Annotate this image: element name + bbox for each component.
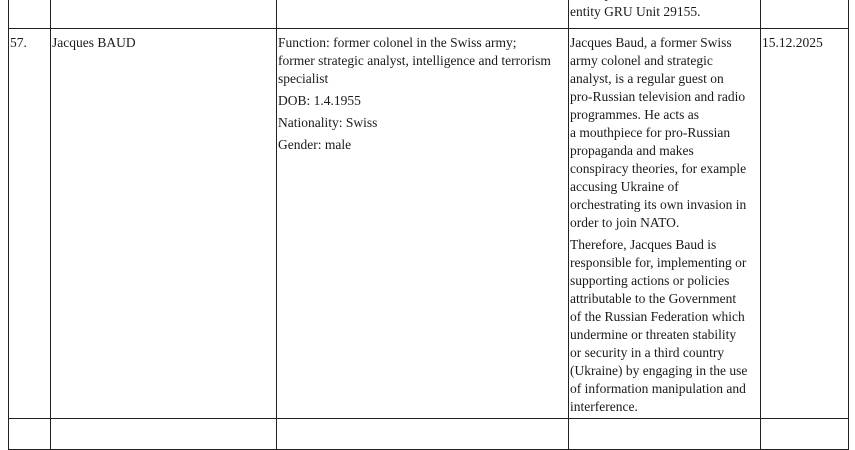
reasons-line: undermine or threaten stability — [570, 327, 737, 342]
table-row-next — [9, 419, 849, 450]
reasons-line: propaganda and makes — [570, 143, 694, 158]
reasons-line: conspiracy theories, for example — [570, 161, 747, 176]
entry-number-cell — [9, 29, 51, 419]
nationality-paragraph — [278, 114, 568, 132]
table-row-entry-57 — [9, 29, 849, 419]
reasons-line: a mouthpiece for pro-Russian — [570, 125, 731, 140]
entry-date-cell — [761, 29, 849, 419]
entry-number: 57. — [10, 35, 27, 50]
prev-reasons-cell — [569, 0, 761, 29]
next-reasons-cell — [569, 419, 761, 450]
reasons-line: of information manipulation and — [570, 381, 746, 396]
reasons-line: Therefore, Jacques Baud is — [570, 237, 717, 252]
next-name-cell — [51, 419, 277, 450]
reasons-line: army colonel and strategic — [570, 53, 713, 68]
reasons-line: pro-Russian television and radio — [570, 89, 746, 104]
reasons-line: (Ukraine) by engaging in the use — [570, 363, 748, 378]
entry-reasons-cell — [569, 29, 761, 419]
reasons-line: orchestrating its own invasion in — [570, 197, 747, 212]
info-line: Function: former colonel in the Swiss army; — [278, 35, 517, 50]
next-number-cell — [9, 419, 51, 450]
info-line: former strategic analyst, intelligence and terrorism — [278, 53, 551, 68]
reasons-paragraph-2 — [570, 236, 760, 416]
prev-identifying-cell — [277, 0, 569, 29]
entry-name: Jacques BAUD — [52, 35, 136, 50]
entry-identifying-info-cell — [277, 29, 569, 419]
prev-date-cell — [761, 0, 849, 29]
reasons-line: supporting actions or policies — [570, 273, 730, 288]
next-identifying-cell — [277, 419, 569, 450]
reasons-paragraph-1 — [570, 34, 760, 232]
table-row-previous — [9, 0, 849, 29]
reasons-line: interference. — [570, 399, 638, 414]
next-date-cell — [761, 419, 849, 450]
info-line: Gender: male — [278, 137, 352, 152]
dob-paragraph — [278, 92, 568, 110]
info-line: DOB: 1.4.1955 — [278, 93, 361, 108]
info-line: Nationality: Swiss — [278, 115, 378, 130]
reasons-line: attributable to the Government — [570, 291, 737, 306]
prev-number-cell — [9, 0, 51, 29]
reasons-line: order to join NATO. — [570, 215, 680, 230]
reasons-line: analyst, is a regular guest on — [570, 71, 724, 86]
entry-name-cell — [51, 29, 277, 419]
function-paragraph — [278, 34, 568, 88]
reasons-line: Jacques Baud, a former Swiss — [570, 35, 732, 50]
gender-paragraph — [278, 136, 568, 154]
reasons-line: programmes. He acts as — [570, 107, 699, 122]
prev-reasons-line: entity GRU Unit 29155. — [570, 4, 701, 19]
reasons-line: responsible for, implementing or — [570, 255, 747, 270]
reasons-line: of the Russian Federation which — [570, 309, 745, 324]
prev-name-cell — [51, 0, 277, 29]
date-of-listing: 15.12.2025 — [762, 35, 823, 50]
reasons-line: accusing Ukraine of — [570, 179, 679, 194]
sanctions-table — [8, 0, 849, 450]
info-line: specialist — [278, 71, 329, 86]
reasons-line: or security in a third country — [570, 345, 725, 360]
